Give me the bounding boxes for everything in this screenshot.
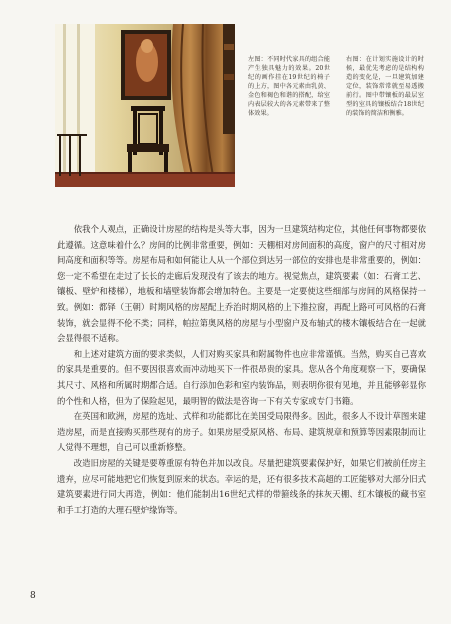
page-number: 8 [30,591,36,601]
paragraph: 在英国和欧洲，房屋的选址、式样和功能都比在美国受局限得多。因此，很多人不设计草图来建造房屋，而是直接购买那些现有的房子。如果房屋受原风格、布局、建筑规章和预算等因素限制而让人觉得不理想，自己可以重新修整。 [57,411,426,453]
body-text [57,222,426,518]
paragraph: 依我个人观点，正确设计房屋的结构是头等大事，因为一旦建筑结构定位，其他任何事物都要依此遵循。这意味着什么？房间的比例非常重要，例如：天棚相对房间面积的高度，窗户的尺寸相对房间高度和面积等等。房屋布局和如何能让人从一个部位到达另一部位的安排也是非常重要的，例如：您一定不希望在走过了长长的走廊后发现没有了该去的地方。视觉焦点，建筑要素（如：石膏工艺、镶板、壁炉和楼梯），地板和墙壁装饰都会增加特色。主要是一定要使这些细部与房间的风格保持一致。例如：都铎（王朝）时期风格的房屋配上乔治时期风格的上下推拉窗，再配上路可可风格的石膏装饰，就会显得不伦不类；同样，帕拉第奥风格的房屋与小型窗户及布轴式的楼木镶板结合在一起就会显得很不适称。 [57,224,426,344]
caption-left: 左图：不同时代家具的组合能产生独具魅力的效果。20世纪的画作挂在19世纪的椅子的上方，图中各元素由乳黄、金色和褐色和谐的搭配，给室内表层较大的各元素带来了整体效果。 [248,56,330,117]
caption-right: 右图：在计划实施设计的时候，最优先考虑的是结构构造的变化是，一旦建筑加建定位，装饰常常就至易透搬前行。图中带镶板的最层室型的室具的镶板结合18世纪的装饰的简洁和衡雅。 [346,56,424,117]
interior-photo [55,24,235,187]
paragraph: 和上述对建筑方面的要求类似，人们对购买家具和附属物件也应非常谨慎。当然，购买自己喜欢的家具是重要的。但不要因很喜欢而冲动地买下一件很昂贵的家具。您从各个角度观察一下，要确保其尺寸、风格和所属时期都合适。自行添加色彩和室内装饰品，则表明你很有见地，并且能够彰显你的个性和人格，但为了保险起见，最明智的做法是咨询一下有关专家或专门书籍。 [57,348,426,406]
paragraph: 改造旧房屋的关键是要尊重原有特色并加以改良。尽量把建筑要素保护好，如果它们被前任房主遗弃，应尽可能地把它们恢复到原来的状态。幸运的是，还有很多技术高超的工匠能够对大部分旧式建筑要素进行同大再造，例如：他们能制出16世纪式样的带箍线条的抹灰天棚、红木镶板的藏书室和手工打造的大理石壁炉缘饰等。 [57,457,426,515]
